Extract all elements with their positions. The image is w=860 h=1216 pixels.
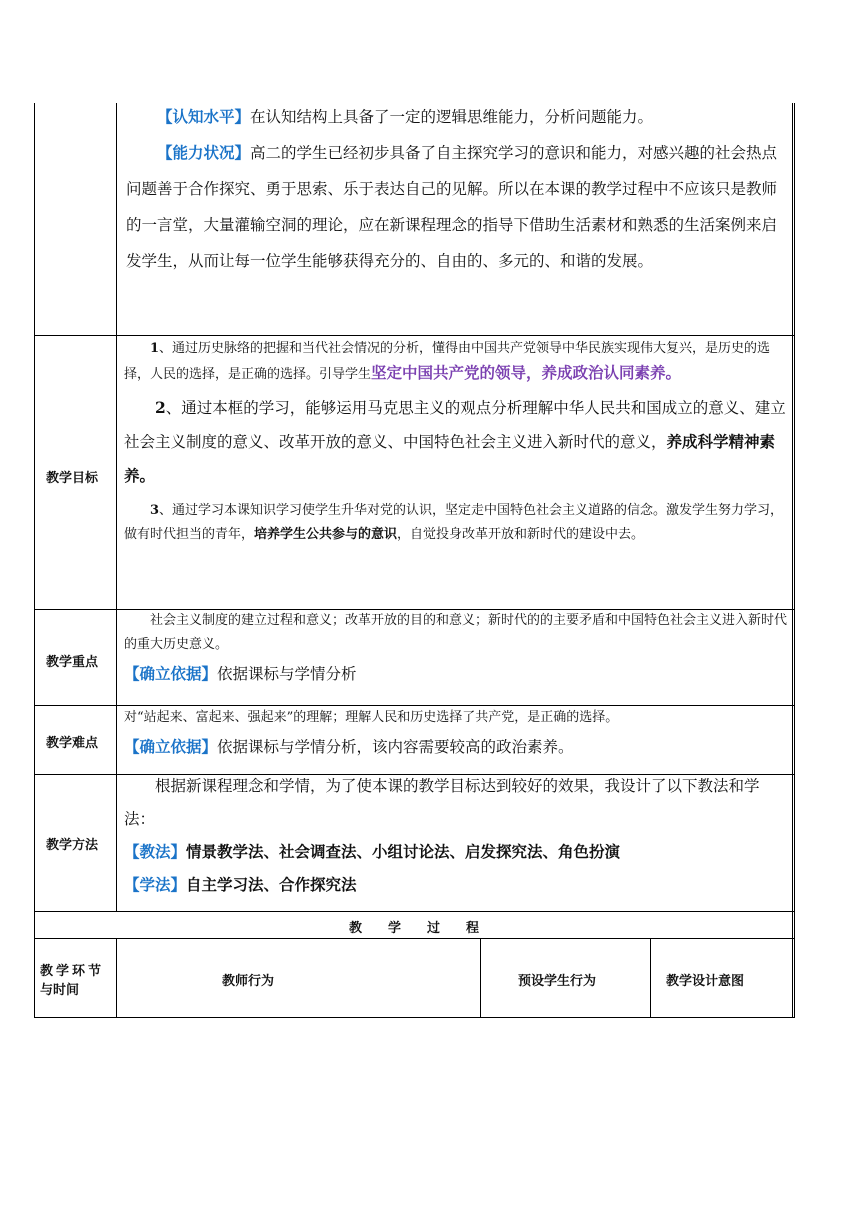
table-border-right-2: [794, 103, 795, 1018]
goal-2-number: 2: [155, 398, 166, 417]
difficulty-basis: [124, 730, 788, 764]
key-points-label: 教学重点: [46, 655, 99, 670]
goal-1-emphasis: 坚定中国共产党的领导，养成政治认同素养。: [371, 364, 682, 382]
method-intro: 根据新课程理念和学情，为了使本课的教学目标达到较好的效果，我设计了以下教法和学法：: [124, 777, 760, 828]
goal-1: [124, 337, 788, 387]
difficulty-basis-tag: 【确立依据】: [124, 738, 218, 756]
key-points-cell: [124, 609, 788, 691]
teach-method: [124, 836, 788, 869]
key-basis-text: 依据课标与学情分析: [217, 665, 357, 683]
difficulty-label: 教学难点: [46, 736, 99, 751]
cognition-tag: 【认知水平】: [157, 108, 251, 126]
teach-method-text: 情景教学法、社会调查法、小组讨论法、启发探究法、角色扮演: [186, 843, 621, 861]
key-points-basis: [124, 657, 788, 691]
student-analysis-cell: [126, 99, 786, 279]
student-header: 预设学生行为: [518, 974, 597, 989]
goal-3: [124, 499, 788, 547]
goal-2: [124, 391, 788, 493]
key-points-text: 社会主义制度的建立过程和意义；改革开放的目的和意义；新时代的的主要矛盾和中国特色社会主义进入新时代的重大历史意义。: [124, 613, 788, 652]
label-column-divider: [116, 103, 117, 911]
goal-1-text: 、通过历史脉络的把握和当代社会情况的分析，懂得由中国共产党领导中华民族实现伟大复兴，是历史的选择，人民的选择，是正确的选择。引导学生: [124, 341, 771, 382]
stage-header: [40, 962, 114, 1000]
goal-3-text: 、通过学习本课知识学习使学生升华对党的认识，坚定走中国特色社会主义道路的信念。激发学生努力学习，做有时代担当的青年，: [124, 503, 784, 542]
difficulty-cell: [124, 706, 788, 764]
intent-header: 教学设计意图: [666, 974, 745, 989]
row-divider-5: [34, 911, 794, 912]
ability-text: 高二的学生已经初步具备了自主探究学习的意识和能力，对感兴趣的社会热点问题善于合作探究、勇于思索、乐于表达自己的见解。所以在本课的教学过程中不应该只是教师的一言堂，大量灌输空洞的理论，应在新课程理念的指导下借助生活素材和熟悉的生活案例来启发学生，从而让每一位学生能够获得充分的、自由的、多元的、和谐的发展。: [126, 144, 778, 270]
goal-2-text: 、通过本框的学习，能够运用马克思主义的观点分析理解中华人民共和国成立的意义、建立社会主义制度的意义、改革开放的意义、中国特色社会主义进入新时代的意义，: [124, 399, 786, 451]
ability-tag: 【能力状况】: [157, 144, 251, 162]
teacher-header: 教师行为: [222, 974, 275, 989]
cognition-text: 在认知结构上具备了一定的逻辑思维能力，分析问题能力。: [250, 108, 654, 126]
table-border-left: [34, 103, 35, 1018]
process-title: 教 学 过 程: [348, 921, 479, 936]
stage-header-line-1: 教学环节: [40, 964, 105, 979]
method-label: 教学方法: [46, 838, 99, 853]
key-basis-tag: 【确立依据】: [124, 665, 218, 683]
table-border-bottom: [34, 1017, 794, 1018]
goal-3-emphasis: 培养学生公共参与的意识: [254, 527, 398, 542]
goal-3-tail: ，自觉投身改革开放和新时代的建设中去。: [397, 527, 645, 542]
row-divider-1: [34, 335, 794, 336]
teach-method-tag: 【教法】: [124, 843, 187, 861]
method-cell: [124, 770, 788, 902]
goals-label: 教学目标: [46, 471, 99, 486]
goal-1-number: 1: [150, 341, 160, 356]
learn-method: [124, 869, 788, 902]
difficulty-text: 对“站起来、富起来、强起来”的理解；理解人民和历史选择了共产党，是正确的选择。: [124, 710, 619, 725]
goal-2-emphasis: 养成科学精神素养。: [124, 433, 776, 485]
difficulty-basis-text: 依据课标与学情分析，该内容需要较高的政治素养。: [217, 738, 574, 756]
process-col-divider-1: [116, 938, 117, 1018]
learn-method-text: 自主学习法、合作探究法: [186, 876, 357, 894]
ability-paragraph: [126, 135, 786, 279]
goal-3-number: 3: [150, 503, 160, 518]
process-col-divider-2: [480, 938, 481, 1018]
goals-cell: [124, 337, 788, 547]
stage-header-line-2: 与时间: [40, 983, 80, 998]
learn-method-tag: 【学法】: [124, 876, 187, 894]
cognition-paragraph: [126, 99, 786, 135]
process-col-divider-3: [650, 938, 651, 1018]
table-border-right: [792, 103, 793, 1018]
row-divider-6: [34, 938, 794, 939]
